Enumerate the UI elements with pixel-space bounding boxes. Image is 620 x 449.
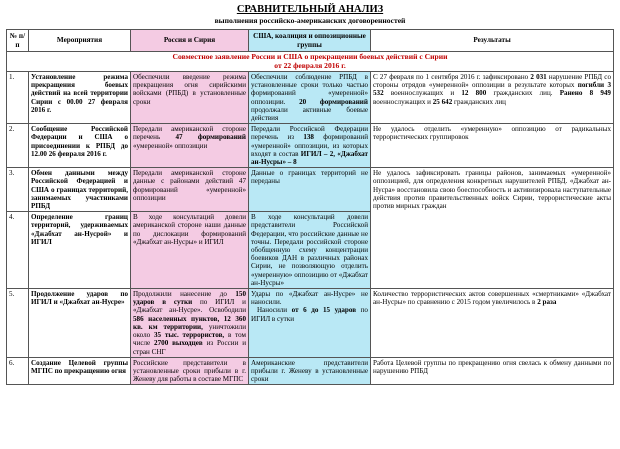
row-russia-syria: В ходе консультаций довели американской стороне наши данные по дислокации формирований «Джабхат ан-Нусры» и ИГИЛ xyxy=(131,212,249,289)
row-usa: В ходе консультаций довели представители Российской Федерации, что российские данные не точны. Передали российской стороне обобщенную схему концентрации боевиков ДАН в различных районах Сирии, не позволяющую отделить «умеренную» оппозицию от «Джабхат ан-Нусры» xyxy=(249,212,371,289)
rs-highlight: 47 формирований xyxy=(175,133,246,142)
row-results xyxy=(371,289,614,358)
results-text: гражданских лиц. xyxy=(493,89,553,98)
document-title: СРАВНИТЕЛЬНЫЙ АНАЛИЗ xyxy=(236,4,384,15)
row-event: Создание Целевой группы МГПС по прекращению огня xyxy=(29,357,131,385)
row-russia-syria xyxy=(131,289,249,358)
document-subtitle: выполнения российско-американских договоренностей xyxy=(214,16,406,25)
row-results: Не удалось отделить «умеренную» оппозицию от радикальных террористических группировок xyxy=(371,124,614,168)
row-results: Не удалось зафиксировать границы районов, занимаемых «умеренной» оппозицией, для определения конкретных нарушителей РПБД. «Джабхат ан-Нусра» восстановила свою боеспособность и активизировала наступательные действия против правительственных войск Сирии, террористические акты против мирных граждан xyxy=(371,168,614,289)
banner-cell xyxy=(7,52,614,72)
rs-text: по ИГИЛ и «Джабхат ан-Нусре». Освободили xyxy=(133,298,246,315)
rs-text: Передали американской стороне перечень xyxy=(133,125,246,142)
usa-highlight: от 6 до 15 ударов xyxy=(291,306,357,315)
banner-line-2: от 22 февраля 2016 г. xyxy=(274,60,346,70)
row-usa: Американские представители прибыли г. Женеву в установленные сроки xyxy=(249,357,371,385)
row-usa xyxy=(249,124,371,168)
usa-text: Обеспечили соблюдение РПБД в установленные сроки только частью формирований «умеренной» оппозиции. xyxy=(251,73,368,106)
row-num: 2. xyxy=(7,124,29,168)
row-results xyxy=(371,72,614,124)
col-header-russia-syria: Россия и Сирия xyxy=(131,30,249,52)
results-text: военнослужащих и xyxy=(373,97,431,106)
col-header-usa: США, коалиция и оппозиционные группы xyxy=(249,30,371,52)
row-russia-syria: Обеспечили введение режима прекращения огня сирийскими войсками (РПБД) в установленные сроки xyxy=(131,72,249,124)
results-text: нарушение РПБД со стороны отрядов «умеренной» оппозиции в результате которых xyxy=(373,73,611,90)
results-highlight: погибли 3 532 xyxy=(373,81,611,98)
banner-row xyxy=(7,52,614,72)
row-russia-syria: Передали американской стороне данные с районами действий 47 формирований «умеренной» оппозиции xyxy=(131,168,249,212)
usa-text: Передали Российской Федерации перечень из xyxy=(251,125,368,142)
results-highlight: Ранено 8 949 xyxy=(559,89,611,98)
results-text: С 27 февраля по 1 сентября 2016 г. зафиксировано xyxy=(373,73,529,81)
results-highlight: 2 раза xyxy=(537,298,557,307)
usa-text: формирований «умеренной» оппозиции, из которых входят в состав xyxy=(251,133,368,158)
rs-text: Продолжили нанесение до xyxy=(133,290,227,299)
row-event: Обмен данными между Российской Федерацией и США о границах территорий, занимаемых участниками РПБД xyxy=(29,168,131,212)
usa-highlight: ИГИЛ – 2, «Джабхат ан-Нусры» – 8 xyxy=(251,149,368,167)
rs-text: «умеренной» оппозиции xyxy=(133,141,208,150)
rs-text: уничтожили около xyxy=(133,322,246,340)
rs-highlight: 2700 выходцев xyxy=(154,339,203,348)
rs-highlight: 35 тыс. террористов, xyxy=(153,331,225,340)
table-row xyxy=(7,289,614,358)
usa-text: по ИГИЛ в сутки xyxy=(251,306,368,323)
results-text: гражданских лиц xyxy=(454,97,506,106)
row-event: Продолжение ударов по ИГИЛ и «Джабхат ан-Нусре» xyxy=(29,289,131,358)
col-header-results: Результаты xyxy=(371,30,614,52)
rs-highlight: 586 населенных пунктов, 12 360 кв. км территории, xyxy=(133,314,246,331)
results-text: Количество террористических актов совершенных «смертниками» «Джабхат ан-Нусры» по сравнению с 2015 годом увеличилось в xyxy=(373,290,611,307)
table-row xyxy=(7,357,614,385)
table-header-row xyxy=(7,30,614,52)
usa-highlight: 138 xyxy=(303,133,314,142)
usa-text: Удары по «Джабхат ан-Нусре» не наносили. xyxy=(251,290,368,307)
row-num: 3. xyxy=(7,168,29,212)
usa-text: продолжали активные боевые действия xyxy=(251,105,368,123)
col-header-num: № п/п xyxy=(7,30,29,52)
rs-text: в том числе xyxy=(133,331,247,348)
row-usa xyxy=(249,289,371,358)
row-event: Сообщение Российской Федерации и США о присоединении к РПБД до 12.00 26 февраля 2016 г. xyxy=(29,124,131,168)
usa-text: Наносили xyxy=(257,306,288,315)
col-header-event: Мероприятия xyxy=(29,30,131,52)
row-usa xyxy=(249,72,371,124)
results-highlight: 2 031 xyxy=(530,73,547,81)
table-row xyxy=(7,168,614,212)
usa-highlight: 20 формирований xyxy=(299,97,368,106)
comparison-table xyxy=(6,29,614,385)
results-text: военнослужащих и xyxy=(390,89,455,98)
results-highlight: 12 800 xyxy=(461,89,487,98)
banner-line-1: Совместное заявление России и США о прекращении боевых действий с Сирии xyxy=(172,52,448,61)
rs-text: из России и стран СНГ xyxy=(133,339,247,356)
row-event: Определение границ территорий, удерживаемых «Джабхат ан-Нусрой» и ИГИЛ xyxy=(29,212,131,289)
table-row xyxy=(7,124,614,168)
table-row xyxy=(7,72,614,124)
row-num: 1. xyxy=(7,72,29,124)
row-num: 6. xyxy=(7,357,29,385)
row-num: 4. xyxy=(7,212,29,289)
results-highlight: 25 642 xyxy=(432,97,453,106)
row-event: Установление режима прекращения боевых действий на всей территории Сирии с 00.00 27 февраля 2016 г. xyxy=(29,72,131,124)
row-usa: Данные о границах территорий не переданы xyxy=(249,168,371,212)
row-num: 5. xyxy=(7,289,29,358)
row-results: Работа Целевой группы по прекращению огня свелась к обмену данными по нарушению РПБД xyxy=(371,357,614,385)
row-russia-syria: Российские представители в установленные сроки прибыли в г. Женеву для работы в составе МГПС xyxy=(131,357,249,385)
row-russia-syria xyxy=(131,124,249,168)
rs-highlight: 150 ударов в сутки xyxy=(133,290,246,307)
